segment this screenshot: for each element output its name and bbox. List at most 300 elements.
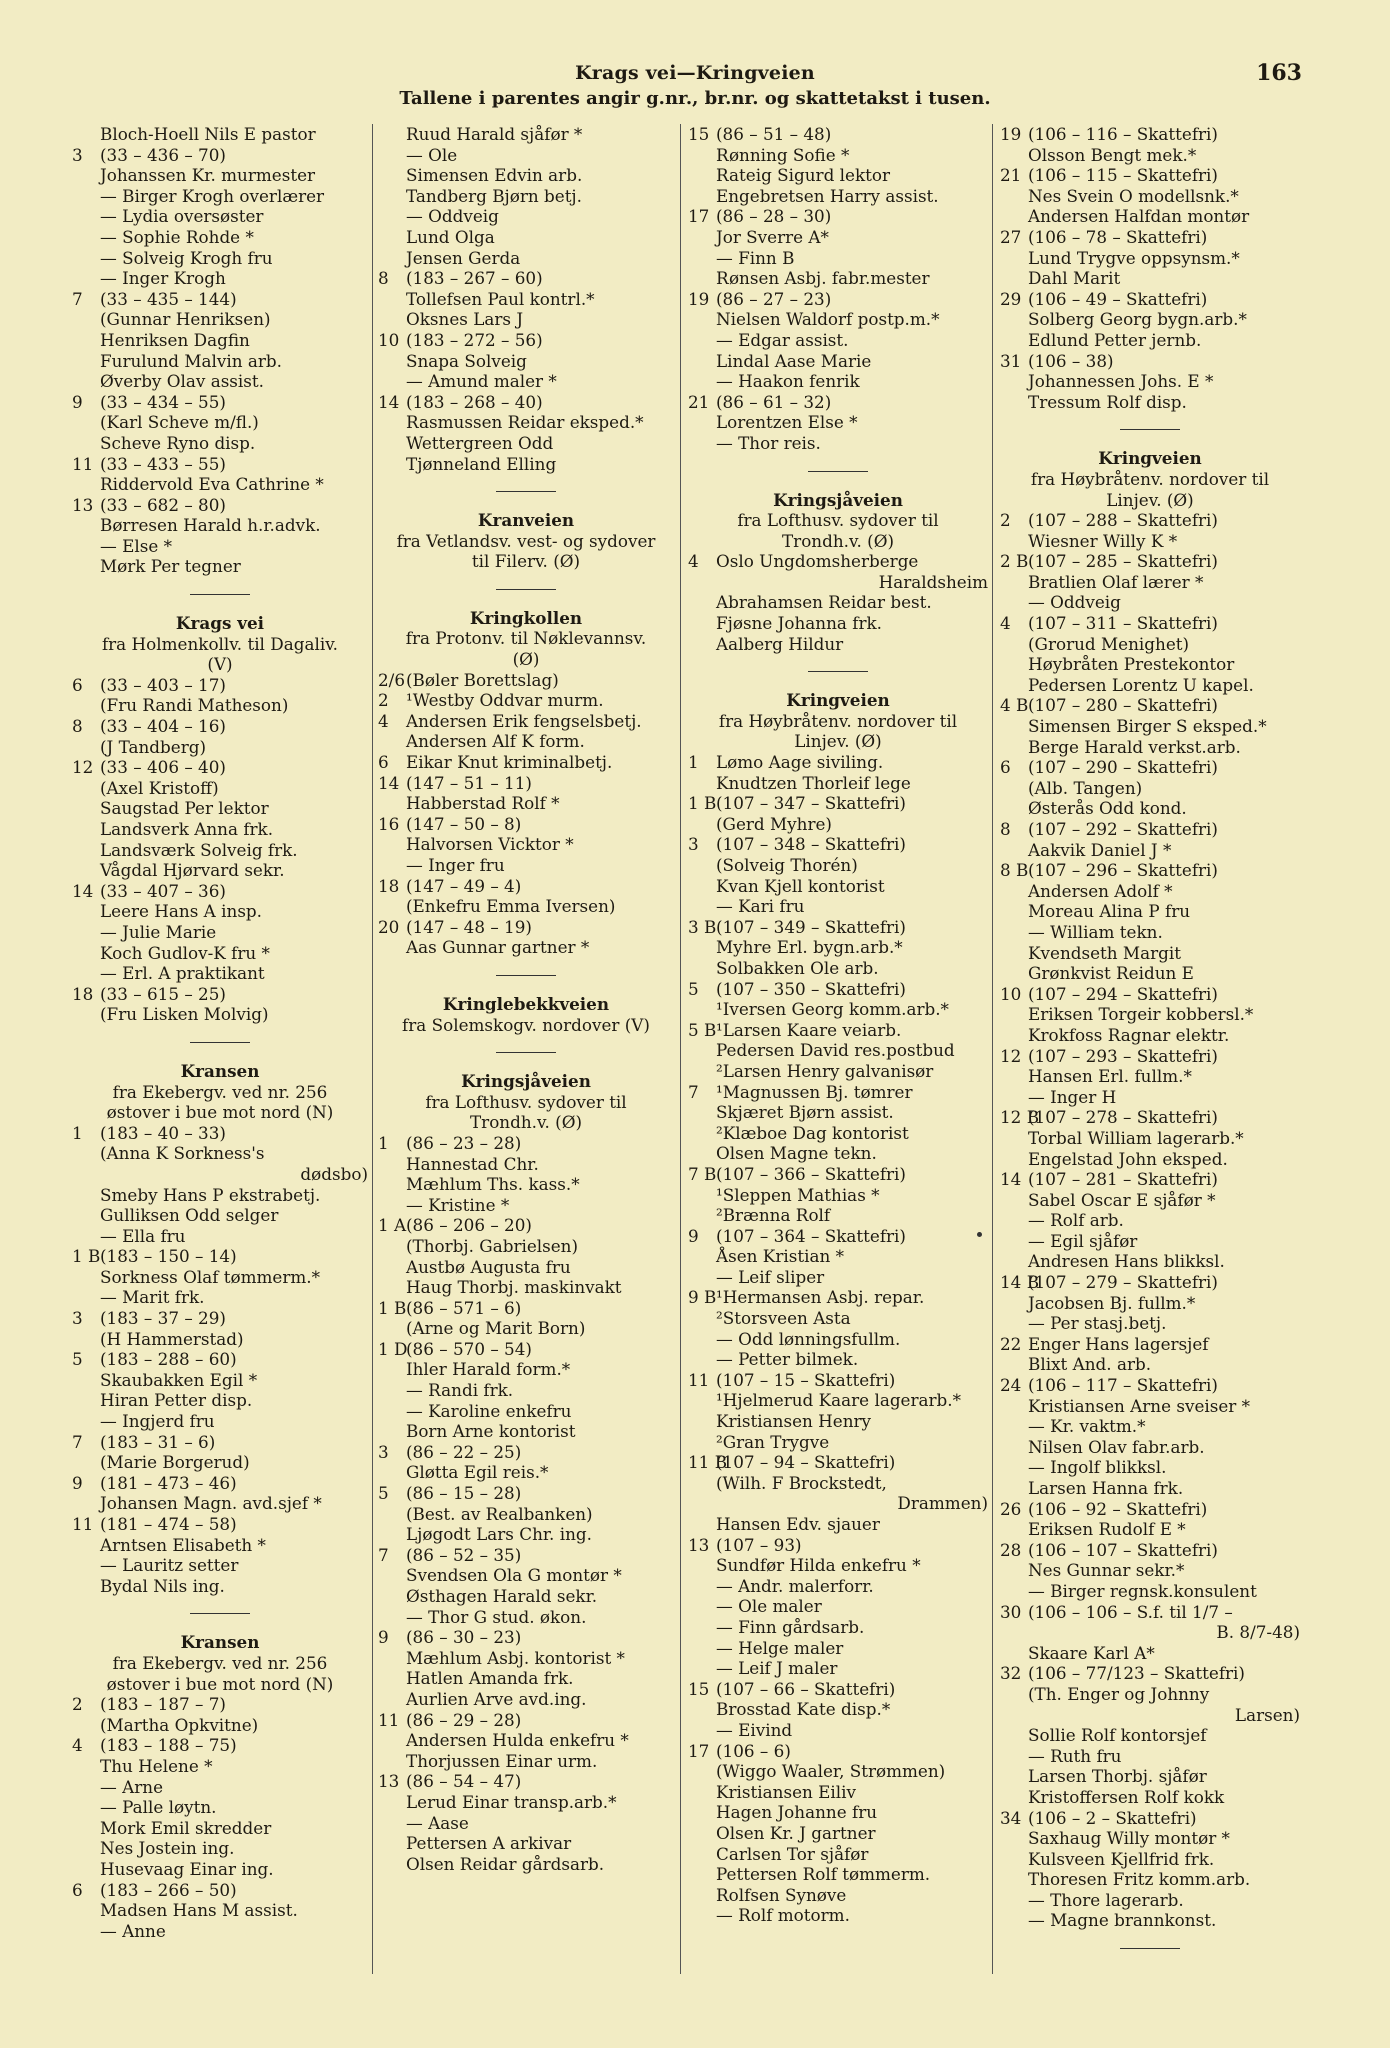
entry-text: (181 – 474 – 58) [100,1514,237,1534]
resident-entry: — Finn gårdsarb. [716,1616,865,1637]
address-entry [1000,757,1300,778]
street-heading: Kranveien [477,510,575,531]
street-description: fra Holmenkollv. til Dagaliv. [101,633,339,654]
resident-entry: — Oddveig [406,206,499,227]
entry-text: (106 – 2 – Skattefri) [1028,1807,1197,1828]
resident-entry: — Kristine * [406,1194,510,1215]
house-number: 9 B [688,1287,717,1308]
house-number: 18 [378,875,400,896]
address-entry [688,979,988,1000]
resident-entry: ²Gran Trygve [716,1431,830,1452]
address-entry [378,1339,674,1360]
entry-text: (106 – 78 – Skattefri) [1028,226,1208,247]
house-number: 1 B [688,793,717,814]
house-number: 15 [688,1678,710,1699]
house-number: 7 [72,288,83,309]
resident-entry: — Odd lønningsfullm. [716,1328,901,1349]
resident-entry: — Marit frk. [100,1287,205,1308]
entry-text: (107 – 348 – Skattefri) [716,834,906,855]
house-number: 9 [72,391,83,412]
entry-text: (86 – 27 – 23) [716,288,832,309]
address-entry [378,711,674,732]
resident-entry: — Leif J maler [716,1658,838,1679]
house-number: 22 [1000,1333,1022,1354]
street-description: østover i bue mot nord (N) [106,1673,334,1694]
resident-entry: — Ole [406,144,458,165]
resident-entry: Born Arne kontorist [406,1421,576,1442]
entry-text: (86 – 51 – 48) [716,124,832,144]
address-entry [1000,227,1300,248]
resident-entry: Pedersen Lorentz U kapel. [1028,674,1254,695]
address-entry [378,392,674,413]
resident-entry: (Thorbj. Gabrielsen) [406,1235,579,1256]
resident-entry: ²Brænna Rolf [716,1205,831,1226]
house-number: 27 [1000,226,1022,247]
resident-entry: Johansen Magn. avd.sjef * [100,1493,322,1514]
entry-text: (106 – 6) [716,1740,791,1761]
section-separator [1000,412,1300,448]
house-number: 1 D [378,1338,408,1359]
resident-entry: Simensen Birger S eksped.* [1028,716,1267,737]
entry-text: (33 – 615 – 25) [100,983,226,1004]
resident-entry: Mæhlum Asbj. kontorist * [406,1647,625,1668]
entry-text: (183 – 40 – 33) [100,1122,226,1143]
address-entry [688,752,988,773]
street-description: østover i bue mot nord (N) [106,1102,334,1123]
resident-entry: Østerås Odd kond. [1028,798,1187,819]
resident-entry: Thoresen Fritz komm.arb. [1028,1869,1251,1890]
house-number: 3 [378,1441,389,1462]
section-separator [72,1596,368,1632]
resident-entry: Ruud Harald sjåfør * [406,124,583,144]
resident-entry: Riddervold Eva Cathrine * [100,474,324,495]
resident-entry: — Rolf arb. [1028,1210,1124,1231]
entry-text: (107 – 285 – Skattefri) [1028,551,1218,572]
resident-entry: Tjønneland Elling [406,453,557,474]
resident-entry: (H Hammerstad) [100,1328,244,1349]
address-entry [688,124,988,145]
address-entry [72,1308,368,1329]
section-separator [72,577,368,613]
resident-entry: — Erl. A praktikant [100,963,265,984]
address-entry [688,793,988,814]
resident-entry: — Oddveig [1028,592,1121,613]
address-entry [72,1880,368,1901]
resident-entry: Rønsen Asbj. fabr.mester [716,268,930,289]
house-number: 29 [1000,288,1022,309]
entry-text: (86 – 571 – 6) [406,1297,522,1318]
resident-entry: Smeby Hans P ekstrabetj. [100,1184,321,1205]
address-entry [688,1082,988,1103]
resident-entry: (Karl Scheve m/fl.) [100,412,259,433]
entry-text: (106 – 107 – Skattefri) [1028,1539,1218,1560]
entry-text: (33 – 433 – 55) [100,453,226,474]
street-description: fra Ekebergv. ved nr. 256 [112,1652,328,1673]
resident-entry: Landsværk Solveig frk. [100,839,298,860]
house-number: 16 [378,813,400,834]
entry-text: (107 – 349 – Skattefri) [716,916,906,937]
section-separator [688,654,988,690]
resident-entry: Kristiansen Arne sveiser * [1028,1395,1251,1416]
street-description: Linjev. (Ø) [794,731,882,752]
address-entry [1000,1046,1300,1067]
resident-entry: Hatlen Amanda frk. [406,1668,574,1689]
house-number: 8 [378,268,389,289]
street-description: Linjev. (Ø) [1106,489,1194,510]
resident-entry: Aakvik Daniel J * [1028,839,1172,860]
resident-entry: — Kari fru [716,896,805,917]
resident-entry: ¹Hjelmerud Kaare lagerarb.* [716,1390,962,1411]
house-number: 13 [72,494,94,515]
entry-text: (86 – 23 – 28) [406,1132,522,1153]
entry-text: (107 – 278 – Skattefri) [1028,1107,1218,1128]
house-number: 6 [1000,757,1011,778]
resident-entry: Knudtzen Thorleif lege [716,772,911,793]
address-entry [1000,165,1300,186]
resident-entry: Saugstad Per lektor [100,798,269,819]
house-number: 4 [688,551,699,572]
house-number: 1 [378,1132,389,1153]
resident-entry: — Karoline enkefru [406,1400,572,1421]
resident-entry: Åsen Kristian * [716,1246,844,1267]
house-number: 5 B [688,1019,717,1040]
page-number: 163 [1256,60,1302,86]
resident-entry: Vågdal Hjørvard sekr. [100,860,285,881]
resident-entry: Nilsen Olav fabr.arb. [1028,1436,1205,1457]
address-entry [72,675,368,696]
resident-entry: Skaubakken Egil * [100,1369,258,1390]
resident-entry: — Thor reis. [716,432,821,453]
house-number: 14 [72,880,94,901]
entry-text: (86 – 54 – 47) [406,1771,522,1792]
address-entry [72,145,368,166]
house-number: 4 [1000,613,1011,634]
resident-entry: Landsverk Anna frk. [100,819,274,839]
address-entry [1000,819,1300,840]
house-number: 2/6 [378,669,406,690]
resident-entry: (Fru Lisken Molvig) [100,1004,269,1025]
house-number: 7 [688,1081,699,1102]
street-heading: Kringveien [786,690,890,711]
column-divider [680,124,681,1974]
resident-entry: Kulsveen Kjellfrid frk. [1028,1848,1215,1869]
resident-entry: Fjøsne Johanna frk. [716,613,882,634]
entry-text: (107 – 93) [716,1534,802,1555]
resident-entry: — Ella fru [100,1225,186,1246]
resident-entry: Halvorsen Vicktor * [406,834,574,855]
resident-entry: Myhre Erl. bygn.arb.* [716,937,903,958]
address-entry [72,289,368,310]
address-entry [688,1679,988,1700]
entry-text: ¹Hermansen Asbj. repar. [716,1287,925,1308]
ink-dot [977,1232,982,1237]
resident-entry: Hansen Edv. sjauer [716,1514,880,1534]
address-entry [1000,510,1300,531]
resident-entry: Grønkvist Reidun E [1028,963,1194,984]
resident-entry: — Magne brannkonst. [1028,1910,1217,1931]
resident-entry: Eriksen Torgeir kobbersl.* [1028,1004,1254,1025]
resident-entry: Krokfoss Ragnar elektr. [1028,1024,1230,1045]
resident-entry: (Best. av Realbanken) [406,1503,593,1524]
address-entry [1000,1169,1300,1190]
house-number: 8 B [1000,860,1029,881]
entry-text: (181 – 473 – 46) [100,1472,237,1493]
entry-text: (86 – 206 – 20) [406,1215,532,1236]
entry-text: (107 – 293 – Skattefri) [1028,1045,1218,1066]
address-entry [688,1741,988,1762]
house-number: 20 [378,916,400,937]
entry-text: Lømo Aage siviling. [716,752,884,773]
street-heading: Krags vei [175,613,265,634]
address-entry [1000,695,1300,716]
house-number: 11 [688,1369,710,1390]
resident-entry: Austbø Augusta fru [406,1256,571,1277]
resident-entry: Arntsen Elisabeth * [100,1534,266,1555]
street-heading: Kransen [180,1060,260,1081]
address-entry [72,1349,368,1370]
resident-entry: — Edgar assist. [716,329,849,350]
house-number: 30 [1000,1601,1022,1622]
section-separator [378,1035,674,1071]
street-description: Trondh.v. (Ø) [469,1112,583,1133]
street-heading: Kringsjåveien [773,489,903,510]
entry-text: (86 – 52 – 35) [406,1544,522,1565]
entry-text: (183 – 268 – 40) [406,391,543,412]
resident-entry: Solberg Georg bygn.arb.* [1028,309,1247,330]
house-number: 24 [1000,1375,1022,1396]
resident-entry: — Thor G stud. økon. [406,1606,587,1627]
house-number: 10 [378,329,400,350]
address-entry [1000,613,1300,634]
entry-text: (183 – 31 – 6) [100,1431,216,1452]
house-number: 14 B [1000,1272,1040,1293]
resident-entry: Tollefsen Paul kontrl.* [406,288,595,309]
section-separator [1000,1931,1300,1967]
resident-entry: (Gerd Myhre) [716,813,832,834]
resident-entry: Wettergreen Odd [406,432,554,453]
address-entry [72,1514,368,1535]
resident-entry: ¹Iversen Georg komm.arb.* [716,999,949,1020]
address-entry [1000,984,1300,1005]
resident-entry: Furulund Malvin arb. [100,350,282,371]
entry-text: (107 – 296 – Skattefri) [1028,860,1218,881]
resident-entry: Gløtta Egil reis.* [406,1462,549,1483]
address-entry [1000,1602,1300,1623]
column-1 [72,124,368,1941]
resident-entry: Engelstad John eksped. [1028,1148,1228,1169]
house-number: 1 [72,1122,83,1143]
resident-entry: — Helge maler [716,1637,844,1658]
street-description: fra Høybråtenv. nordover til [718,710,958,731]
house-number: 5 [72,1349,83,1370]
entry-continuation: Larsen) [1234,1704,1300,1725]
resident-entry: ²Larsen Henry galvanisør [716,1060,934,1081]
entry-text: (33 – 434 – 55) [100,391,226,412]
resident-entry: — Julie Marie [100,921,217,942]
resident-entry: Johannessen Johs. E * [1028,371,1214,392]
resident-entry: Lund Olga [406,226,495,247]
house-number: 11 B [688,1452,728,1473]
resident-entry: (J Tandberg) [100,736,207,757]
resident-entry: (Martha Opkvitne) [100,1714,259,1735]
entry-text: (107 – 66 – Skattefri) [716,1678,896,1699]
column-divider [992,124,993,1974]
house-number: 11 [72,1514,94,1534]
street-description: fra Høybråtenv. nordover til [1030,468,1270,489]
entry-text: (183 – 188 – 75) [100,1735,237,1756]
house-number: 1 B [72,1246,101,1267]
address-entry [378,752,674,773]
entry-text: (Bøler Borettslag) [406,669,559,690]
entry-text: (183 – 150 – 14) [100,1246,237,1267]
resident-entry: (Gunnar Henriksen) [100,309,271,330]
resident-entry: Svendsen Ola G montør * [406,1565,622,1586]
resident-entry: (Grorud Menighet) [1028,633,1190,654]
address-entry [688,1020,988,1041]
resident-entry: (Anna K Sorkness's [100,1143,265,1164]
house-number: 9 [378,1627,389,1648]
address-entry [72,1735,368,1756]
entry-text: (33 – 403 – 17) [100,674,226,695]
resident-entry: Johanssen Kr. murmester [100,165,316,186]
entry-text: (106 – 77/123 – Skattefri) [1028,1663,1245,1684]
address-entry [1000,860,1300,881]
resident-entry: — Else * [100,535,173,556]
resident-entry: Larsen Thorbj. sjåfør [1028,1766,1207,1787]
house-number: 31 [1000,350,1022,371]
entry-text: (107 – 350 – Skattefri) [716,978,906,999]
resident-entry: Koch Gudlov-K fru * [100,942,270,963]
entry-text: (147 – 50 – 8) [406,813,522,834]
address-entry [1000,1334,1300,1355]
address-entry [378,670,674,691]
resident-entry: Ljøgodt Lars Chr. ing. [406,1524,592,1545]
resident-entry: — Anne [100,1920,166,1941]
house-number: 2 [72,1694,83,1715]
house-number: 5 [688,978,699,999]
resident-entry: — Leif sliper [716,1266,825,1287]
page-subtitle: Tallene i parentes angir g.nr., br.nr. og skattetakst i tusen. [399,88,991,109]
resident-entry: Dahl Marit [1028,268,1121,289]
house-number: 19 [1000,124,1022,144]
resident-entry: Thu Helene * [100,1755,213,1776]
resident-entry: Blixt And. arb. [1028,1354,1152,1375]
resident-entry: — Solveig Krogh fru [100,247,273,268]
address-entry [378,917,674,938]
resident-entry: — Rolf motorm. [716,1905,850,1926]
resident-entry: Oksnes Lars J [406,309,524,330]
address-entry [1000,1499,1300,1520]
resident-entry: Hansen Erl. fullm.* [1028,1066,1192,1087]
resident-entry: Mork Emil skredder [100,1817,272,1838]
resident-entry: Brosstad Kate disp.* [716,1699,891,1720]
address-entry [378,876,674,897]
house-number: 19 [688,288,710,309]
entry-text: ¹Westby Oddvar murm. [406,690,604,711]
entry-text: Andersen Erik fengselsbetj. [406,710,642,731]
resident-entry: Østhagen Harald sekr. [406,1586,598,1606]
resident-entry: — Ingjerd fru [100,1411,215,1432]
resident-entry: Rasmussen Reidar eksped.* [406,412,644,433]
resident-entry: Nes Svein O modellsnk.* [1028,185,1239,206]
street-description: fra Lofthusv. sydover til [737,510,939,531]
street-description: fra Protonv. til Nøklevannsv. [405,628,647,649]
entry-text: (107 – 280 – Skattefri) [1028,695,1218,716]
resident-entry: — Haakon fenrik [716,371,860,392]
house-number: 3 [72,1308,83,1329]
address-entry [688,392,988,413]
address-entry [1000,551,1300,572]
address-entry [1000,124,1300,145]
house-number: 2 [378,690,389,711]
resident-entry: — Inger Krogh [100,268,226,289]
entry-text: (33 – 406 – 40) [100,757,226,778]
entry-text: (183 – 272 – 56) [406,329,543,350]
resident-entry: Hannestad Chr. [406,1153,539,1174]
resident-entry: (Fru Randi Matheson) [100,695,289,716]
address-entry [688,834,988,855]
house-number: 2 B [1000,551,1029,572]
address-entry [688,289,988,310]
resident-entry: Edlund Petter jernb. [1028,329,1202,350]
house-number: 1 B [378,1297,407,1318]
resident-entry: Saxhaug Willy montør * [1028,1828,1230,1849]
address-entry [378,773,674,794]
street-description: fra Solemskogv. nordover (V) [402,1014,650,1035]
resident-entry: Snapa Solveig [406,350,527,371]
address-entry [688,1370,988,1391]
address-entry [1000,289,1300,310]
entry-text: (106 – 92 – Skattefri) [1028,1498,1208,1519]
entry-continuation: Drammen) [897,1493,988,1514]
entry-text: (107 – 94 – Skattefri) [716,1452,896,1473]
entry-text: (106 – 106 – S.f. til 1/7 – [1028,1601,1233,1622]
entry-text: (183 – 288 – 60) [100,1349,237,1370]
entry-text: (86 – 22 – 25) [406,1441,522,1462]
entry-text: ¹Larsen Kaare veiarb. [716,1019,902,1040]
entry-text: (33 – 682 – 80) [100,494,226,515]
entry-text: (183 – 187 – 7) [100,1694,226,1715]
entry-text: (107 – 290 – Skattefri) [1028,757,1218,778]
resident-entry: Kvan Kjell kontorist [716,875,885,896]
address-entry [378,1483,674,1504]
resident-entry: Høybråten Prestekontor [1028,654,1235,675]
resident-entry: Kristiansen Henry [716,1411,872,1432]
resident-entry: Rateig Sigurd lektor [716,165,890,186]
street-description: til Filerv. (Ø) [471,551,581,572]
address-entry [378,1771,674,1792]
house-number: 7 [72,1431,83,1452]
entry-text: (33 – 435 – 144) [100,288,237,309]
resident-entry: — Petter bilmek. [716,1349,859,1370]
address-entry [1000,1375,1300,1396]
resident-entry: Bloch-Hoell Nils E pastor [100,124,316,144]
resident-entry: Olsen Reidar gårdsarb. [406,1853,605,1874]
resident-entry: — Sophie Rohde * [100,226,254,247]
resident-entry: Habberstad Rolf * [406,793,560,814]
entry-text: (107 – 288 – Skattefri) [1028,510,1218,531]
house-number: 11 [72,453,94,474]
entry-text: (147 – 48 – 19) [406,916,532,937]
entry-text: (106 – 38) [1028,350,1114,371]
address-entry [72,984,368,1005]
street-description: Trondh.v. (Ø) [781,530,895,551]
house-number: 7 B [688,1163,717,1184]
entry-text: (86 – 15 – 28) [406,1483,522,1504]
street-description: fra Ekebergv. ved nr. 256 [112,1081,328,1102]
column-3 [688,124,988,1926]
house-number: 3 [688,834,699,855]
